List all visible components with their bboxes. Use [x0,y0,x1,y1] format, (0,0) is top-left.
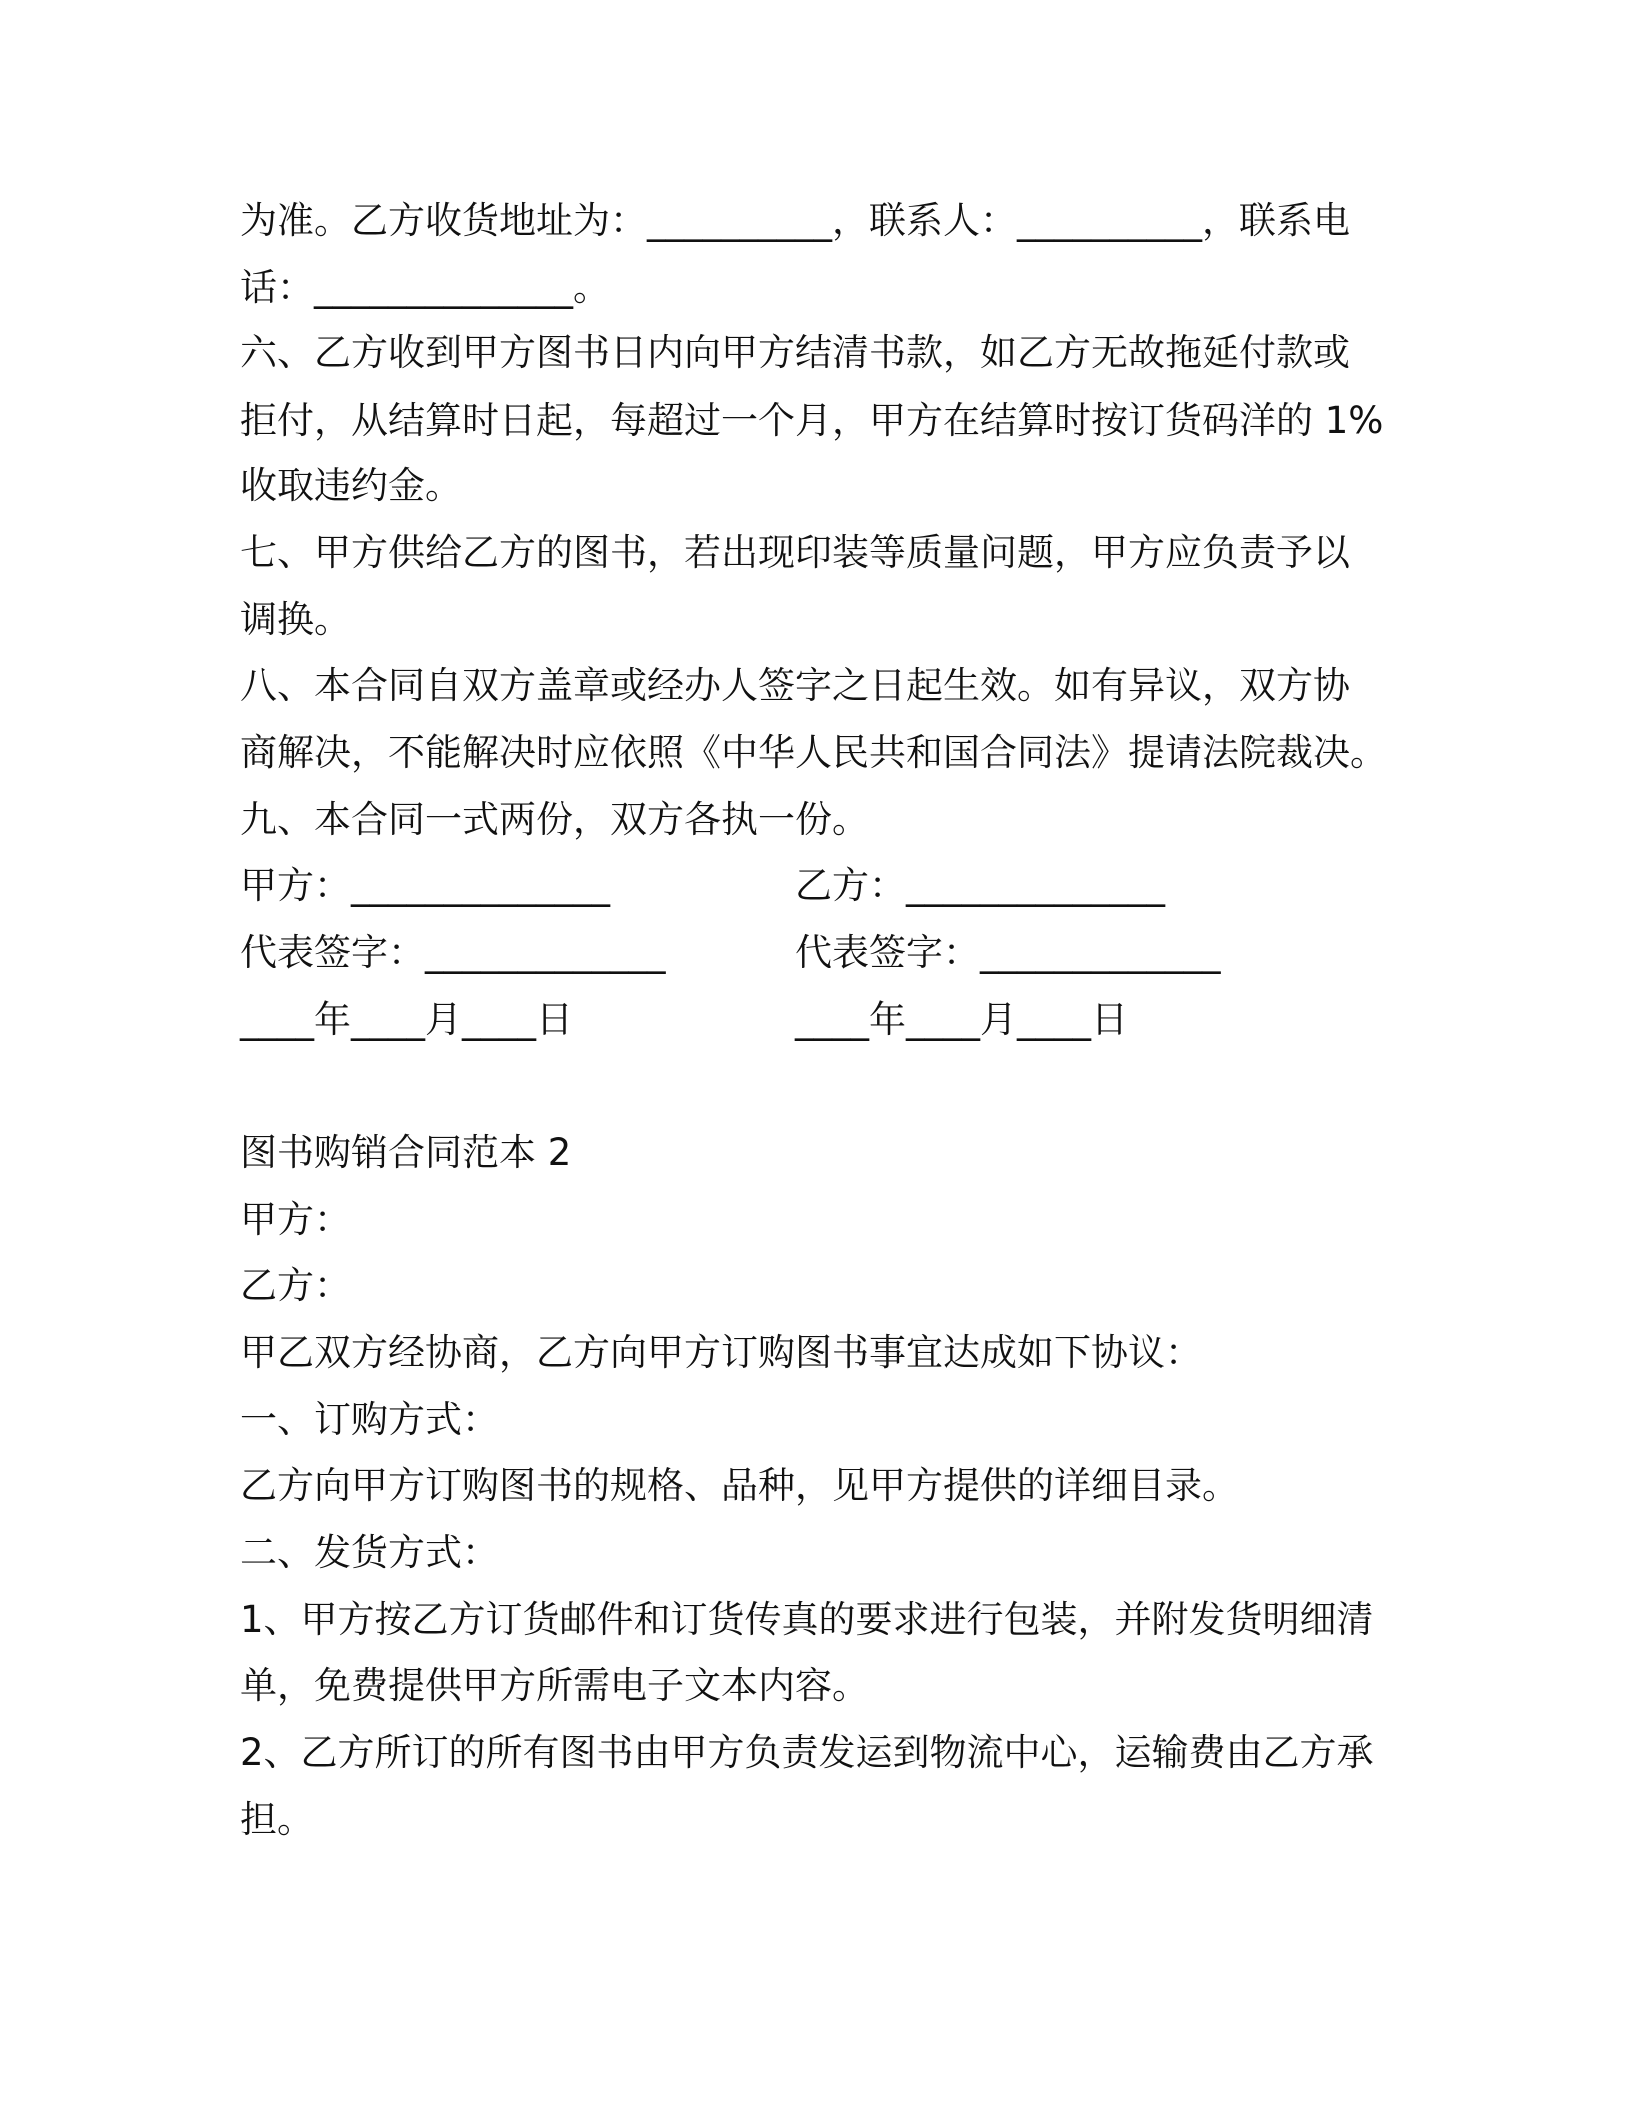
section-heading-1: 一、订购方式： [240,1398,499,1441]
text-line: 调换。 [240,598,351,641]
clause-6: 六、乙方收到甲方图书日内向甲方结清书款，如乙方无故拖延付款或 [240,331,1350,374]
text-line: 收取违约金。 [240,464,462,507]
intro-text: 甲乙双方经协商，乙方向甲方订购图书事宜达成如下协议： [240,1331,1202,1374]
clause-8: 八、本合同自双方盖章或经办人签字之日起生效。如有异议，双方协 [240,664,1350,707]
text-line: 话：______________。 [240,266,610,309]
clause-7: 七、甲方供给乙方的图书，若出现印装等质量问题，甲方应负责予以 [240,531,1350,574]
party-b-label: 乙方： [240,1264,351,1307]
rep-a-signature: 代表签字：_____________ [240,931,666,974]
list-item-2: 2、乙方所订的所有图书由甲方负责发运到物流中心，运输费由乙方承 [240,1731,1374,1774]
text-line: 担。 [240,1798,314,1841]
section-heading-2: 二、发货方式： [240,1531,499,1574]
rep-b-signature: 代表签字：_____________ [795,931,1221,974]
party-a-signature: 甲方：______________ [240,864,610,907]
section-title: 图书购销合同范本 2 [240,1131,572,1174]
text-line: 单，免费提供甲方所需电子文本内容。 [240,1664,869,1707]
list-item-1: 1、甲方按乙方订货邮件和订货传真的要求进行包装，并附发货明细清 [240,1598,1374,1641]
date-b: ____年____月____日 [795,998,1128,1041]
clause-9: 九、本合同一式两份，双方各执一份。 [240,798,869,841]
section-body-1: 乙方向甲方订购图书的规格、品种，见甲方提供的详细目录。 [240,1464,1239,1507]
text-line: 商解决，不能解决时应依照《中华人民共和国合同法》提请法院裁决。 [240,731,1387,774]
party-a-label: 甲方： [240,1198,351,1241]
text-line: 为准。乙方收货地址为：__________，联系人：__________，联系电 [240,199,1350,242]
date-a: ____年____月____日 [240,998,573,1041]
party-b-signature: 乙方：______________ [795,864,1165,907]
text-line: 拒付，从结算时日起，每超过一个月，甲方在结算时按订货码洋的 1% [240,399,1384,442]
